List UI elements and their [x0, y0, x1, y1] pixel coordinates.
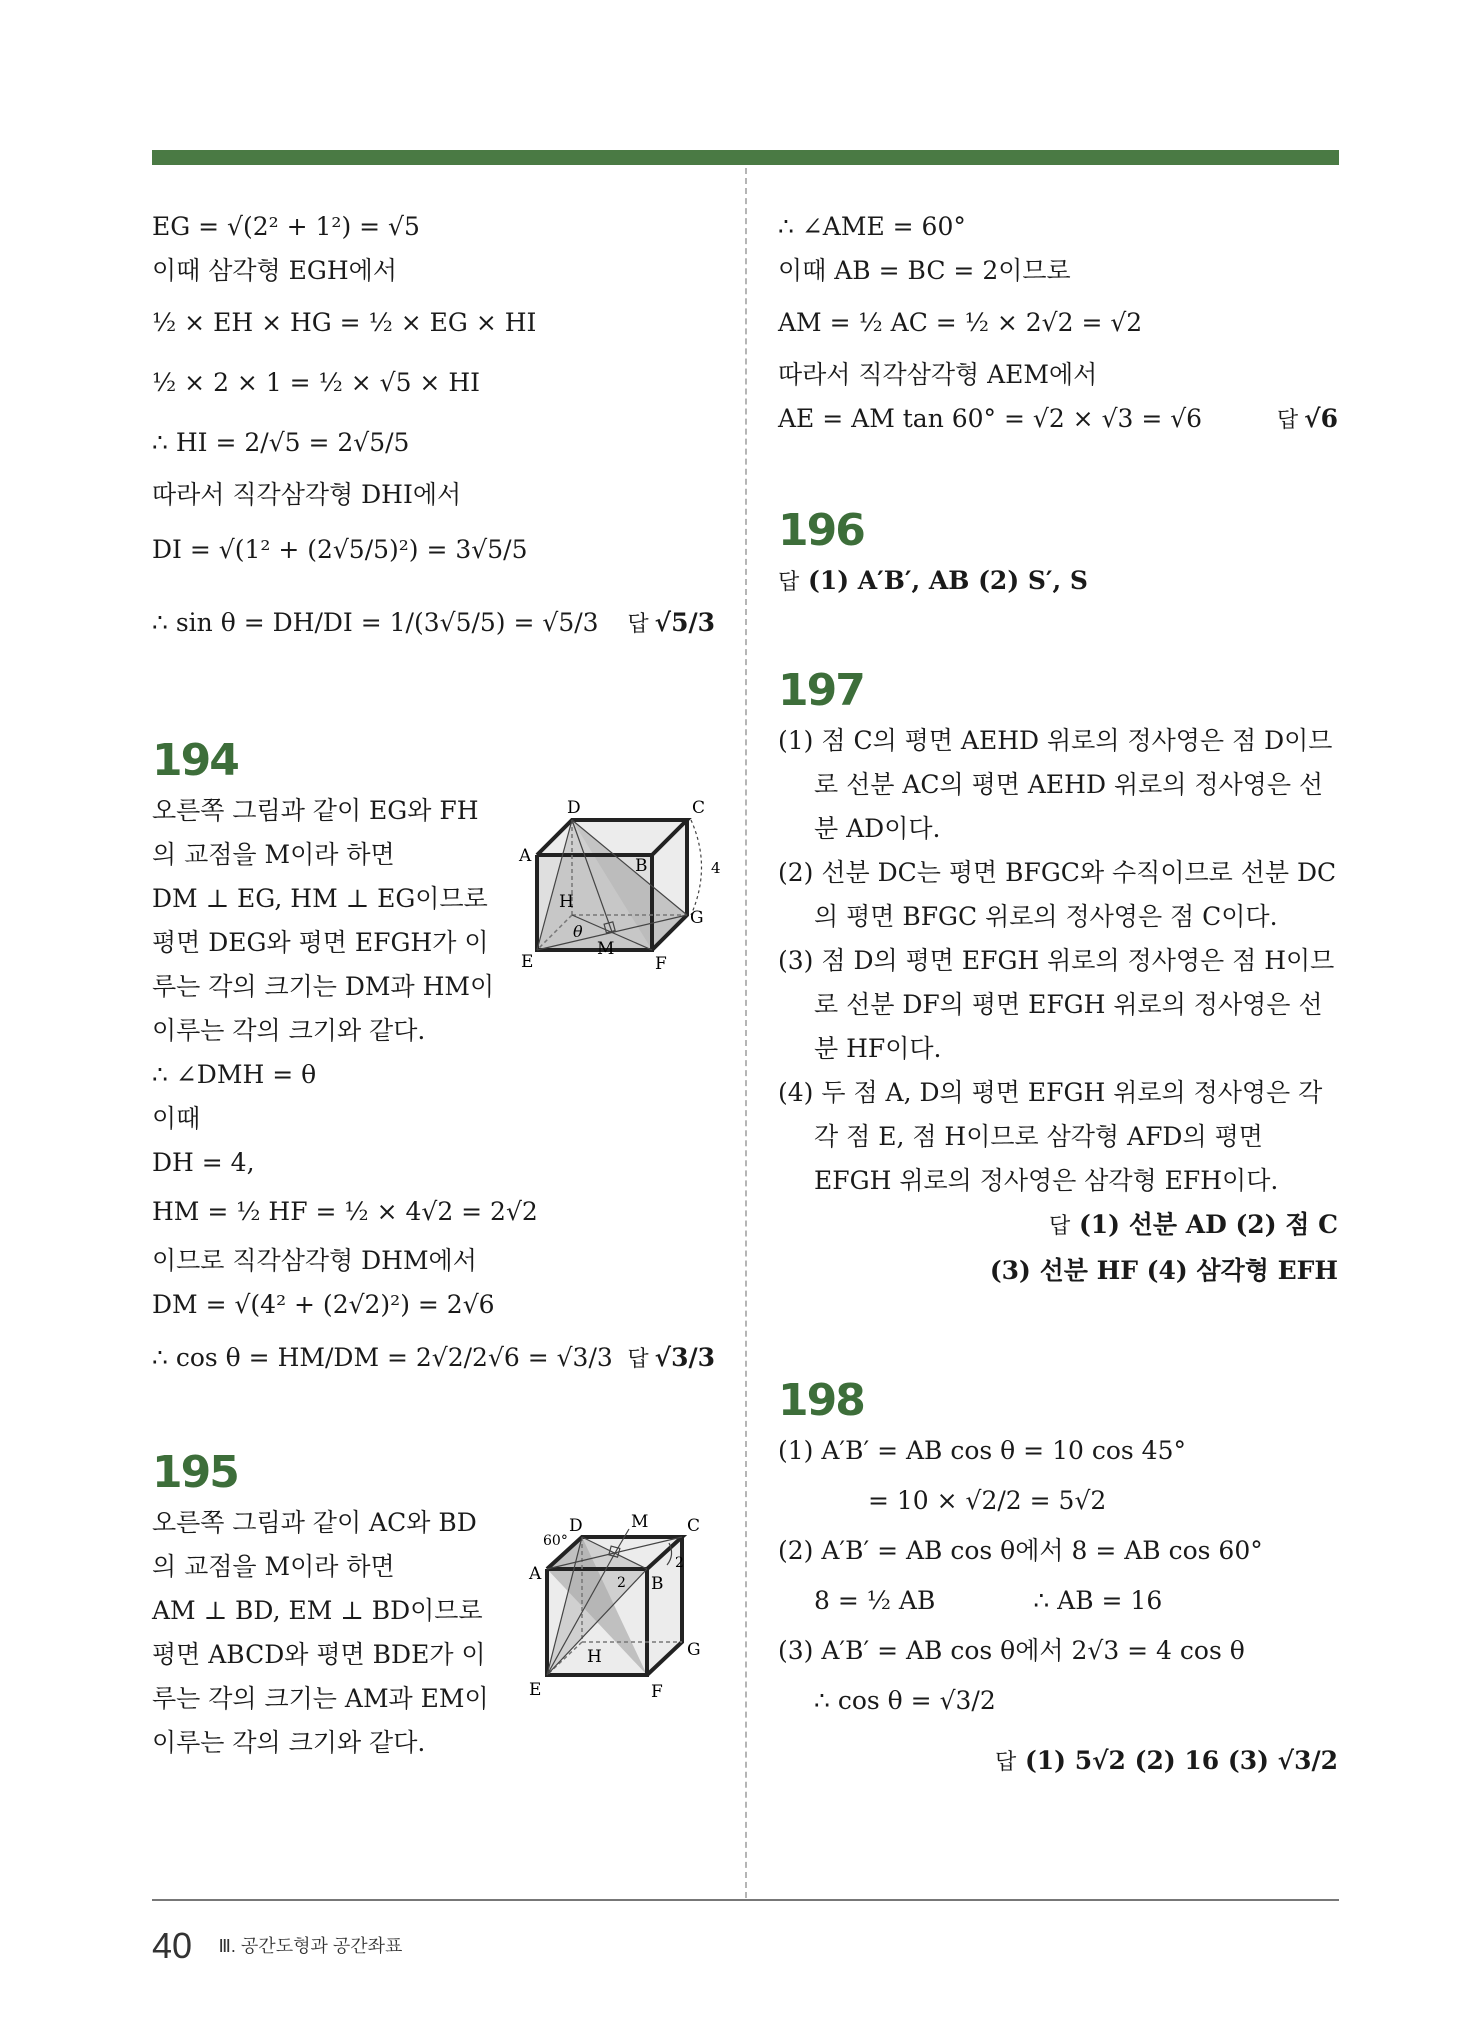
fig195-label-e: E: [529, 1680, 542, 1700]
footer-rule: [152, 1899, 1339, 1901]
answer-193: 답 √5/3: [627, 608, 715, 637]
page-number: 40: [152, 1925, 193, 1966]
fig195-label-c: C: [687, 1516, 701, 1536]
p194-dm: DM = √(4² + (2√2)²) = 2√6: [152, 1290, 495, 1319]
p198-line-3: (2) A′B′ = AB cos θ에서 8 = AB cos 60°: [778, 1536, 1263, 1565]
answer-196-text: (1) A′B′, AB (2) S′, S: [807, 566, 1088, 595]
eq-eg: EG = √(2² + 1²) = √5: [152, 212, 420, 241]
p197-item-2: (2) 선분 DC는 평면 BFGC와 수직이므로 선분 DC의 평면 BFGC 위로의 정사영은 점 C이다.: [778, 858, 1337, 931]
p197-item-3: (3) 점 D의 평면 EFGH 위로의 정사영은 점 H이므로 선분 DF의 평면 EFGH 위로의 정사영은 선분 HF이다.: [778, 946, 1335, 1063]
fig195-label-f: F: [651, 1682, 663, 1702]
eq-di: DI = √(1² + (2√5/5)²) = 3√5/5: [152, 535, 528, 564]
problem-number-196: 196: [778, 505, 864, 556]
fig194-label-e: E: [521, 952, 534, 972]
p198-line-4b: ∴ AB = 16: [1033, 1586, 1163, 1615]
fig195-label-d: D: [569, 1516, 583, 1536]
fig194-label-f: F: [655, 954, 667, 974]
p194-text-1: 오른쪽 그림과 같이 EG와 FH의 교점을 M이라 하면: [152, 796, 479, 869]
p195-text-3: 평면 ABCD와 평면 BDE가 이루는 각의 크기는 AM과 EM이 이루는 각의 크기와 같다.: [152, 1640, 489, 1757]
p194-hm: HM = ½ HF = ½ × 4√2 = 2√2: [152, 1197, 538, 1226]
p198-line-1: (1) A′B′ = AB cos θ = 10 cos 45°: [778, 1436, 1186, 1465]
fig195-label-g: G: [687, 1640, 701, 1660]
r-ae-text: AE = AM tan 60° = √2 × √3 = √6: [778, 404, 1203, 433]
p195-text-1: 오른쪽 그림과 같이 AC와 BD의 교점을 M이라 하면: [152, 1508, 477, 1581]
p197-item-1: (1) 점 C의 평면 AEHD 위로의 정사영은 점 D이므로 선분 AC의 평면 AEHD 위로의 정사영은 선분 AD이다.: [778, 726, 1333, 843]
fig194-label-g: G: [690, 908, 704, 928]
cube-figure-194: [507, 795, 722, 1010]
left-column: [152, 205, 721, 1765]
p194-text-3: 평면 DEG와 평면 EFGH가 이루는 각의 크기는 DM과 HM이 이루는 각의 크기와 같다.: [152, 928, 495, 1045]
r-ae: [778, 397, 1338, 441]
fig195-label-edge2: 2: [617, 1575, 626, 1591]
fig194-label-h: H: [559, 892, 574, 912]
solution-197: [778, 663, 1338, 1293]
p194-dh: DH = 4,: [152, 1148, 255, 1177]
answer-195: 답 √6: [1276, 404, 1338, 433]
text-triangle-egh: 이때 삼각형 EGH에서: [152, 256, 397, 285]
fig194-label-c: C: [692, 798, 706, 818]
section-title: Ⅲ. 공간도형과 공간좌표: [218, 1936, 403, 1956]
p194-angle: ∴ ∠DMH = θ: [152, 1060, 317, 1089]
fig194-label-theta: θ: [573, 922, 583, 941]
p198-line-4: [778, 1573, 1338, 1629]
header-bar: [152, 150, 1339, 165]
answer-196: 답 (1) A′B′, AB (2) S′, S: [778, 566, 1088, 595]
fig194-label-a: A: [519, 846, 532, 866]
problem-number-195: 195: [152, 1447, 238, 1498]
fig194-label-m: M: [597, 939, 615, 959]
p198-line-2: = 10 × √2/2 = 5√2: [868, 1486, 1107, 1515]
p197-item-4: (4) 두 점 A, D의 평면 EFGH 위로의 정사영은 각각 점 E, 점 H이므로 삼각형 AFD의 평면 EFGH 위로의 정사영은 삼각형 EFH이다.: [778, 1078, 1323, 1195]
page-footer: [152, 1925, 402, 1967]
answer-197-line1: 답 (1) 선분 AD (2) 점 C: [1048, 1210, 1338, 1239]
solution-195: [152, 1445, 715, 1765]
cube-figure-195: [507, 1507, 722, 1722]
right-column: [778, 205, 1338, 1795]
answer-194: 답 √3/3: [627, 1343, 715, 1372]
answer-197-line2: (3) 선분 HF (4) 삼각형 EFH: [989, 1256, 1338, 1285]
p198-line-5: (3) A′B′ = AB cos θ에서 2√3 = 4 cos θ: [778, 1636, 1245, 1665]
fig195-label-angle: 60°: [543, 1533, 568, 1549]
fig195-label-a: A: [529, 1564, 542, 1584]
column-divider: [745, 168, 747, 1898]
p194-then: 이때: [152, 1104, 201, 1133]
fig194-label-edge: 4: [711, 859, 721, 877]
eq-area: ½ × EH × HG = ½ × EG × HI: [152, 308, 537, 337]
solution-194: [152, 733, 721, 1389]
eq-sin-text: ∴ sin θ = DH/DI = 1/(3√5/5) = √5/3: [152, 608, 599, 637]
p194-triangle-dhm: 이므로 직각삼각형 DHM에서: [152, 1246, 477, 1275]
eq-hi: ∴ HI = 2/√5 = 2√5/5: [152, 428, 410, 457]
fig195-label-m: M: [631, 1512, 649, 1532]
solution-198: [778, 1373, 1338, 1795]
p194-cos-text: ∴ cos θ = HM/DM = 2√2/2√6 = √3/3: [152, 1343, 613, 1372]
solution-196: [778, 503, 1338, 605]
fig195-label-h: H: [587, 1647, 602, 1667]
fig194-label-d: D: [567, 798, 581, 818]
problem-number-194: 194: [152, 735, 238, 786]
r-triangle-aem: 따라서 직각삼각형 AEM에서: [778, 360, 1098, 389]
r-ab-bc: 이때 AB = BC = 2이므로: [778, 256, 1071, 285]
fig195-label-b: B: [651, 1574, 664, 1594]
p195-text-2: AM ⊥ BD, EM ⊥ BD이므로: [152, 1596, 483, 1625]
solution-195-continued: [778, 205, 1338, 441]
r-am: AM = ½ AC = ½ × 2√2 = √2: [778, 308, 1143, 337]
p198-line-6: ∴ cos θ = √3/2: [814, 1686, 996, 1715]
solution-193-continued: [152, 205, 715, 663]
fig195-label-edge1: 2: [675, 1555, 684, 1571]
problem-number-198: 198: [778, 1375, 864, 1426]
problem-number-197: 197: [778, 665, 864, 716]
answer-198: 답 (1) 5√2 (2) 16 (3) √3/2: [994, 1746, 1338, 1775]
p194-cos: [152, 1327, 715, 1389]
r-angle-ame: ∴ ∠AME = 60°: [778, 212, 966, 241]
p194-text-2: DM ⊥ EG, HM ⊥ EG이므로: [152, 884, 488, 913]
fig194-label-b: B: [635, 856, 648, 876]
eq-sin: [152, 583, 715, 663]
text-triangle-dhi: 따라서 직각삼각형 DHI에서: [152, 480, 462, 509]
p198-line-4a: 8 = ½ AB: [814, 1586, 936, 1615]
eq-area-values: ½ × 2 × 1 = ½ × √5 × HI: [152, 368, 480, 397]
